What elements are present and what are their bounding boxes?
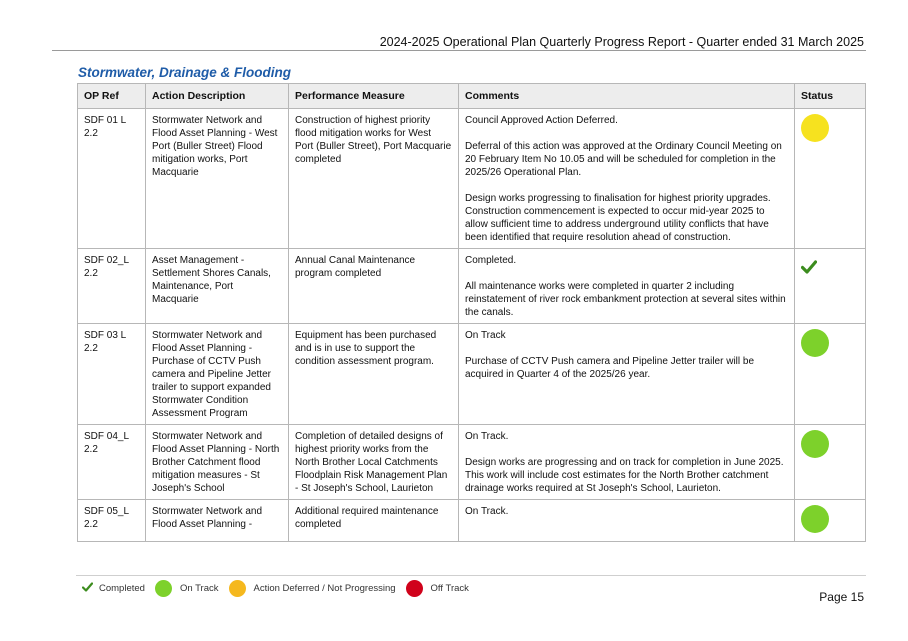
op-ref-cell: SDF 05_L 2.2: [78, 500, 146, 542]
table-row: [78, 249, 866, 324]
section-title: Stormwater, Drainage & Flooding: [78, 65, 292, 80]
table-row: [78, 425, 866, 500]
legend-label: Off Track: [430, 583, 469, 594]
red-dot-icon: [406, 580, 423, 597]
table-row: [78, 324, 866, 425]
column-header-performance-measure: Performance Measure: [289, 84, 459, 109]
legend-item-deferred: [229, 580, 396, 597]
completed-check-icon: [801, 260, 817, 278]
comment-text: Design works progressing to finalisation for highest priority upgrades. Construction commencement is expected to occur mid-year 2025 to allow sufficient time to address underground utility conflicts that have been identified that require resolution ahead of construction.: [465, 193, 771, 243]
amber-dot-icon: [229, 580, 246, 597]
status-cell: [795, 109, 866, 249]
comment-text: On Track: [465, 330, 506, 341]
status-cell: [795, 425, 866, 500]
legend-item-completed: [82, 582, 145, 595]
action-description-cell: Stormwater Network and Flood Asset Planning -: [146, 500, 289, 542]
op-ref-cell: SDF 01 L 2.2: [78, 109, 146, 249]
header-divider: [52, 50, 866, 51]
performance-measure-cell: Annual Canal Maintenance program completed: [289, 249, 459, 324]
comment-text: Deferral of this action was approved at the Ordinary Council Meeting on 20 February Item No 10.05 and will be scheduled for completion in the 2025/26 Operational Plan.: [465, 141, 782, 178]
column-header-status: Status: [795, 84, 866, 109]
comments-cell: [459, 324, 795, 425]
action-description-cell: Stormwater Network and Flood Asset Planning - West Port (Buller Street) Flood mitigation works, Port Macquarie: [146, 109, 289, 249]
report-header-title: 2024-2025 Operational Plan Quarterly Progress Report - Quarter ended 31 March 2025: [379, 35, 864, 49]
table-row: [78, 500, 866, 542]
performance-measure-cell: Completion of detailed designs of highest priority works from the North Brother Local Catchments Floodplain Risk Management Plan - St Joseph's School, Laurieton: [289, 425, 459, 500]
column-header-comments: Comments: [459, 84, 795, 109]
performance-measure-cell: Equipment has been purchased and is in use to support the condition assessment program.: [289, 324, 459, 425]
table-row: [78, 109, 866, 249]
progress-table: [77, 83, 866, 542]
status-legend: [82, 580, 479, 597]
on-track-status-dot-icon: [801, 329, 829, 357]
op-ref-cell: SDF 02_L 2.2: [78, 249, 146, 324]
comments-cell: [459, 500, 795, 542]
legend-item-off-track: [406, 580, 469, 597]
status-cell: [795, 249, 866, 324]
legend-label: Completed: [99, 583, 145, 594]
legend-item-on-track: [155, 580, 219, 597]
legend-label: On Track: [179, 583, 219, 594]
legend-label: Action Deferred / Not Progressing: [253, 583, 396, 594]
comment-text: Completed.: [465, 255, 517, 266]
green-dot-icon: [155, 580, 172, 597]
status-cell: [795, 324, 866, 425]
comment-text: On Track.: [465, 506, 509, 517]
check-icon: [82, 582, 93, 595]
comments-cell: [459, 109, 795, 249]
op-ref-cell: SDF 04_L 2.2: [78, 425, 146, 500]
performance-measure-cell: Additional required maintenance completed: [289, 500, 459, 542]
op-ref-cell: SDF 03 L 2.2: [78, 324, 146, 425]
on-track-status-dot-icon: [801, 505, 829, 533]
comments-cell: [459, 425, 795, 500]
comment-text: Council Approved Action Deferred.: [465, 115, 618, 126]
comment-text: On Track.: [465, 431, 509, 442]
deferred-status-dot-icon: [801, 114, 829, 142]
comment-text: All maintenance works were completed in quarter 2 including reinstatement of river rock embankment protection at several sites within the canals.: [465, 281, 786, 318]
legend-divider: [76, 575, 866, 576]
comment-text: Design works are progressing and on track for completion in June 2025. This work will include cost estimates for the North Brother catchment drainage works required at St Joseph's School, Laurieton.: [465, 457, 784, 494]
page-number: Page 15: [819, 590, 864, 604]
action-description-cell: Stormwater Network and Flood Asset Planning - North Brother Catchment flood mitigation measures - St Joseph's School: [146, 425, 289, 500]
column-header-action-description: Action Description: [146, 84, 289, 109]
table-header-row: [78, 84, 866, 109]
on-track-status-dot-icon: [801, 430, 829, 458]
action-description-cell: Asset Management - Settlement Shores Canals, Maintenance, Port Macquarie: [146, 249, 289, 324]
comment-text: Purchase of CCTV Push camera and Pipeline Jetter trailer will be acquired in Quarter 4 of the 2025/26 year.: [465, 356, 755, 380]
action-description-cell: Stormwater Network and Flood Asset Planning - Purchase of CCTV Push camera and Pipeline Jetter trailer to support expanded Stormwater Condition Assessment Program: [146, 324, 289, 425]
comments-cell: [459, 249, 795, 324]
column-header-op-ref: OP Ref: [78, 84, 146, 109]
performance-measure-cell: Construction of highest priority flood mitigation works for West Port (Buller Street), Port Macquarie completed: [289, 109, 459, 249]
status-cell: [795, 500, 866, 542]
